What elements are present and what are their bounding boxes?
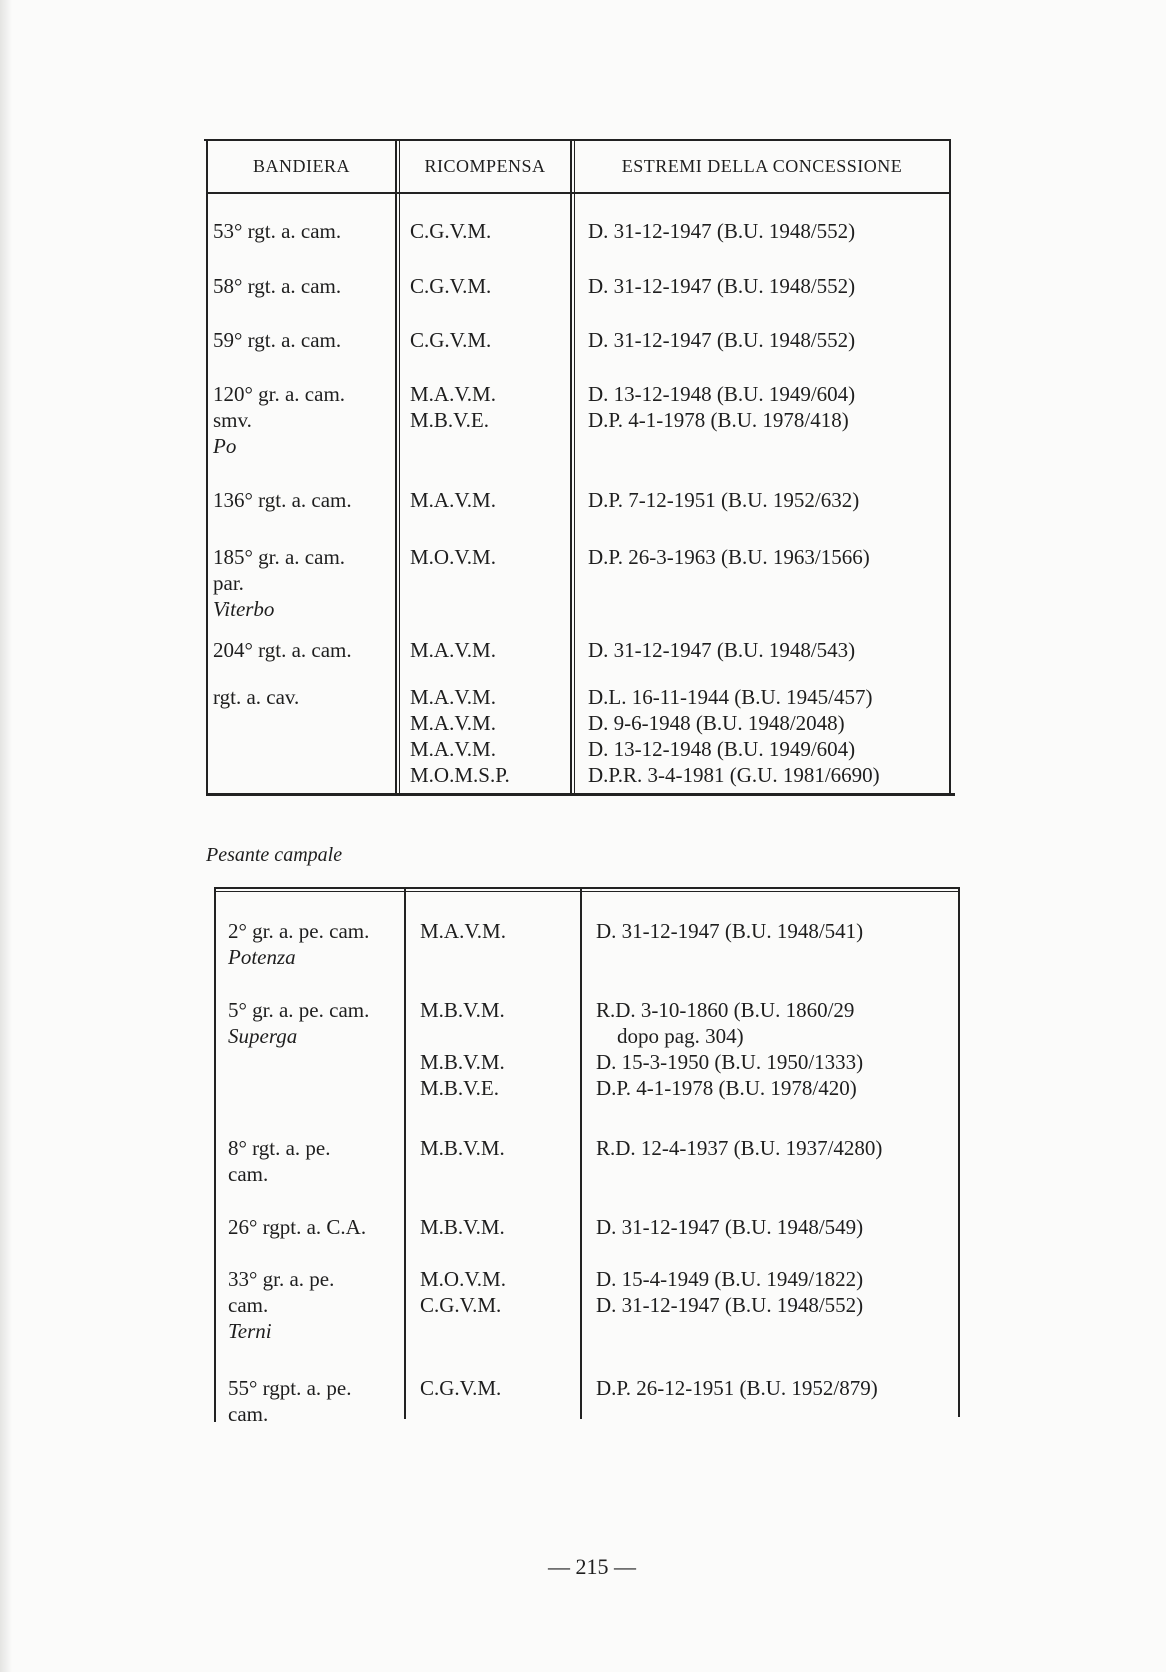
table-2-col-divider-2: [580, 887, 582, 1419]
cell-estremi: [588, 544, 870, 570]
ricompensa-line: M.A.V.M.: [410, 685, 496, 709]
estremi-line: D. 31-12-1947 (B.U. 1948/552): [596, 1293, 864, 1317]
section-title: Pesante campale: [206, 844, 343, 866]
cell-bandiera: [213, 273, 341, 299]
cell-estremi: [588, 273, 855, 299]
header-estremi: ESTREMI DELLA CONCESSIONE: [621, 156, 903, 176]
estremi-line: D. 15-3-1950 (B.U. 1950/1333): [596, 1050, 864, 1074]
header-ricompensa: RICOMPENSA: [424, 156, 546, 176]
ricompensa-line: M.A.V.M.: [410, 638, 496, 662]
estremi-line: D. 31-12-1947 (B.U. 1948/549): [596, 1215, 864, 1239]
cell-ricompensa: [420, 1375, 501, 1401]
table-1-col-divider-1: [395, 139, 397, 795]
cell-bandiera: [213, 327, 341, 353]
table-1-col-divider-1b: [399, 139, 400, 795]
bandiera-place-name: Terni: [228, 1319, 272, 1343]
cell-bandiera: [228, 918, 369, 970]
cell-ricompensa: [410, 487, 496, 513]
ricompensa-line: M.B.V.M.: [420, 1215, 505, 1239]
table-2-right-border: [958, 887, 960, 1417]
cell-ricompensa: [420, 1266, 506, 1318]
cell-ricompensa: [420, 1135, 505, 1161]
bandiera-place-name: Potenza: [228, 945, 296, 969]
table-1-header-rule: [206, 192, 951, 194]
cell-estremi: [588, 327, 855, 353]
bandiera-line: 26° rgpt. a. C.A.: [228, 1215, 367, 1239]
estremi-line: R.D. 3-10-1860 (B.U. 1860/29: [596, 998, 855, 1022]
ricompensa-line: C.G.V.M.: [410, 274, 492, 298]
estremi-line: D. 31-12-1947 (B.U. 1948/552): [588, 219, 856, 243]
bandiera-line: cam.: [228, 1162, 269, 1186]
table-2-left-border: [214, 887, 216, 1422]
cell-bandiera: [228, 1214, 366, 1240]
bandiera-line: 2° gr. a. pe. cam.: [228, 919, 370, 943]
estremi-line: D.P. 4-1-1978 (B.U. 1978/418): [588, 408, 849, 432]
bandiera-line: cam.: [228, 1293, 269, 1317]
estremi-line: D. 13-12-1948 (B.U. 1949/604): [588, 737, 856, 761]
cell-estremi: [588, 381, 855, 433]
cell-ricompensa: [410, 327, 491, 353]
estremi-line: D. 31-12-1947 (B.U. 1948/541): [596, 919, 864, 943]
ricompensa-line: M.B.V.M.: [420, 1136, 505, 1160]
estremi-line: D.P.R. 3-4-1981 (G.U. 1981/6690): [588, 763, 880, 787]
ricompensa-line: M.A.V.M.: [410, 382, 496, 406]
cell-ricompensa: [410, 544, 496, 570]
ricompensa-line: M.B.V.M.: [420, 998, 505, 1022]
cell-bandiera: [213, 487, 352, 513]
estremi-line: D. 13-12-1948 (B.U. 1949/604): [588, 382, 856, 406]
estremi-line: D.P. 4-1-1978 (B.U. 1978/420): [596, 1076, 857, 1100]
cell-bandiera: [228, 997, 369, 1049]
bandiera-line: 33° gr. a. pe.: [228, 1267, 335, 1291]
cell-estremi: [588, 684, 880, 788]
table-2-col-divider-1: [404, 887, 406, 1419]
bandiera-line: 185° gr. a. cam.: [213, 545, 346, 569]
cell-estremi: [588, 637, 855, 663]
ricompensa-line: [420, 1023, 505, 1049]
cell-bandiera: [228, 1266, 334, 1344]
bandiera-line: 58° rgt. a. cam.: [213, 274, 342, 298]
bandiera-line: 5° gr. a. pe. cam.: [228, 998, 370, 1022]
bandiera-line: 53° rgt. a. cam.: [213, 219, 342, 243]
ricompensa-line: M.B.V.M.: [420, 1050, 505, 1074]
cell-bandiera: [213, 381, 345, 459]
page-number: — 215 —: [548, 1554, 636, 1579]
ricompensa-line: M.B.V.E.: [420, 1076, 499, 1100]
bandiera-line: 8° rgt. a. pe.: [228, 1136, 331, 1160]
bandiera-place-name: Superga: [228, 1024, 298, 1048]
table-1-col-divider-2: [570, 139, 572, 795]
estremi-line: D. 15-4-1949 (B.U. 1949/1822): [596, 1267, 864, 1291]
cell-ricompensa: [410, 218, 491, 244]
cell-estremi: [596, 997, 863, 1101]
ricompensa-line: M.O.M.S.P.: [410, 763, 510, 787]
bandiera-line: 59° rgt. a. cam.: [213, 328, 342, 352]
table-2-top-rule: [214, 887, 960, 889]
cell-estremi: [596, 1214, 863, 1240]
ricompensa-line: M.A.V.M.: [410, 711, 496, 735]
estremi-line: D.P. 26-3-1963 (B.U. 1963/1566): [588, 545, 870, 569]
bandiera-line: 136° rgt. a. cam.: [213, 488, 352, 512]
cell-ricompensa: [410, 637, 496, 663]
bandiera-place-name: Viterbo: [213, 597, 275, 621]
cell-ricompensa: [420, 1214, 505, 1240]
ricompensa-line: C.G.V.M.: [420, 1293, 502, 1317]
estremi-line: R.D. 12-4-1937 (B.U. 1937/4280): [596, 1136, 883, 1160]
cell-bandiera: [213, 684, 299, 710]
ricompensa-line: M.A.V.M.: [410, 488, 496, 512]
cell-estremi: [596, 918, 863, 944]
header-bandiera: BANDIERA: [253, 156, 350, 176]
bandiera-line: smv.: [213, 408, 252, 432]
estremi-line: dopo pag. 304): [596, 1024, 744, 1048]
estremi-line: D.P. 26-12-1951 (B.U. 1952/879): [596, 1376, 878, 1400]
bandiera-line: rgt. a. cav.: [213, 685, 300, 709]
cell-ricompensa: [410, 273, 491, 299]
ricompensa-line: M.O.V.M.: [420, 1267, 506, 1291]
table-1-right-border: [949, 139, 951, 795]
bandiera-place-name: Po: [213, 434, 237, 458]
page-edge: [0, 0, 12, 1672]
cell-estremi: [596, 1266, 863, 1318]
estremi-line: D. 31-12-1947 (B.U. 1948/552): [588, 328, 856, 352]
ricompensa-line: C.G.V.M.: [420, 1376, 502, 1400]
table-2-top-rule-b: [214, 891, 960, 892]
estremi-line: D.P. 7-12-1951 (B.U. 1952/632): [588, 488, 860, 512]
cell-bandiera: [213, 637, 352, 663]
cell-estremi: [596, 1135, 882, 1161]
ricompensa-line: M.B.V.E.: [410, 408, 489, 432]
estremi-line: D.L. 16-11-1944 (B.U. 1945/457): [588, 685, 873, 709]
estremi-line: D. 9-6-1948 (B.U. 1948/2048): [588, 711, 845, 735]
table-1-left-border: [206, 139, 208, 795]
ricompensa-line: M.A.V.M.: [420, 919, 506, 943]
cell-ricompensa: [420, 918, 506, 944]
cell-ricompensa: [420, 997, 505, 1101]
bandiera-line: 120° gr. a. cam.: [213, 382, 346, 406]
cell-bandiera: [213, 218, 341, 244]
table-1-top-rule: [204, 139, 951, 141]
estremi-line: D. 31-12-1947 (B.U. 1948/543): [588, 638, 856, 662]
ricompensa-line: M.O.V.M.: [410, 545, 496, 569]
cell-bandiera: [228, 1375, 352, 1427]
table-1-bottom-rule: [206, 793, 955, 796]
bandiera-line: 204° rgt. a. cam.: [213, 638, 352, 662]
ricompensa-line: M.A.V.M.: [410, 737, 496, 761]
cell-estremi: [588, 218, 855, 244]
ricompensa-line: C.G.V.M.: [410, 219, 492, 243]
ricompensa-line: C.G.V.M.: [410, 328, 492, 352]
bandiera-line: 55° rgpt. a. pe.: [228, 1376, 352, 1400]
cell-estremi: [596, 1375, 878, 1401]
estremi-line: D. 31-12-1947 (B.U. 1948/552): [588, 274, 856, 298]
bandiera-line: cam.: [228, 1402, 269, 1426]
cell-ricompensa: [410, 684, 510, 788]
cell-bandiera: [213, 544, 345, 622]
cell-ricompensa: [410, 381, 496, 433]
bandiera-line: par.: [213, 571, 244, 595]
table-1-col-divider-2b: [574, 139, 575, 795]
cell-estremi: [588, 487, 859, 513]
cell-bandiera: [228, 1135, 331, 1187]
